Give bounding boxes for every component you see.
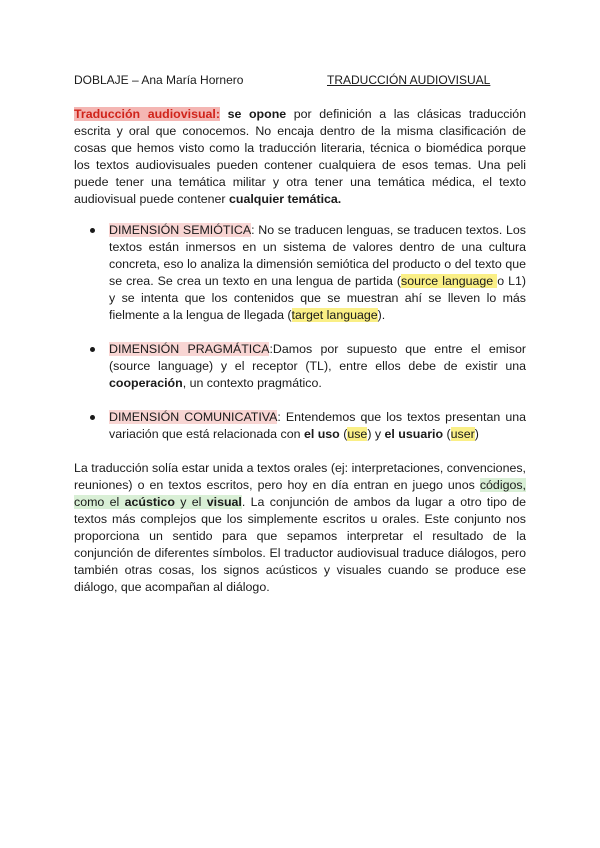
bold-acustico: acústico	[124, 495, 175, 509]
closing-green-text: y el	[174, 495, 207, 509]
intro-bold-2: cualquier temática.	[229, 192, 342, 206]
closing-paragraph	[74, 460, 526, 596]
highlight-use: use	[347, 427, 368, 441]
term-comunicativa: DIMENSIÓN COMUNICATIVA	[109, 410, 278, 424]
list-text: )	[474, 427, 479, 441]
bold-el-usuario: el usuario	[384, 427, 444, 441]
bold-el-uso: el uso	[303, 427, 340, 441]
header-title: TRADUCCIÓN AUDIOVISUAL	[327, 73, 491, 87]
closing-green-text: códigos, como el	[74, 478, 526, 509]
highlight-source-language: source language	[401, 274, 498, 288]
list-item-comunicativa	[90, 409, 526, 443]
highlight-target-language: target language	[291, 308, 378, 322]
term-semiotica: DIMENSIÓN SEMIÓTICA	[109, 223, 252, 237]
highlight-user: user	[450, 427, 475, 441]
list-text: : No se traducen lenguas, se traducen textos. Los textos están inmersos en un sistema de valores dentro de una cultura concreta, eso lo analiza la dimensión semiótica del producto o del texto que se crea. Se crea un texto en una lengua de partida (	[109, 223, 526, 288]
list-text: o L1) y se intenta que los contenidos que se muestran ahí se lleven lo más fielmente a la lengua de llegada (	[109, 274, 526, 322]
bold-visual: visual	[206, 495, 242, 509]
list-item-pragmatica	[90, 341, 526, 392]
intro-term: Traducción audiovisual:	[74, 107, 220, 121]
bullet-icon	[90, 347, 95, 352]
list-text: ).	[377, 308, 386, 322]
header-author: DOBLAJE – Ana María Hornero	[74, 73, 244, 87]
list-item-semiotica	[90, 222, 526, 324]
bullet-icon	[90, 415, 95, 420]
intro-bold-1: se opone	[227, 107, 287, 121]
dimensions-list	[90, 222, 526, 443]
intro-paragraph	[74, 106, 526, 208]
term-pragmatica: DIMENSIÓN PRAGMÁTICA	[109, 342, 270, 356]
list-text: ) y	[367, 427, 385, 441]
list-text: :Damos por supuesto que entre el emisor (source language) y el receptor (TL), entre ellos debe de existir una	[109, 342, 526, 373]
list-text: (	[339, 427, 348, 441]
closing-text: . La conjunción de ambos da lugar a otro tipo de textos más complejos que los simplemente escritos u orales. Este conjunto nos proporciona un sentido para que sepamos interpretar el resultado de la conjunción de diferentes símbolos. El traductor audiovisual traduce diálogos, pero también otras cosas, los signos acústicos y visuales cuando se produce ese diálogo, que acompañan al diálogo.	[74, 495, 527, 594]
bold-cooperacion: cooperación	[109, 376, 183, 390]
intro-text: por definición a las clásicas traducción escrita y oral que conocemos. No encaja dentro de la misma clasificación de cosas que hemos visto como la traducción literaria, técnica o biomédica porque los textos audiovisuales pueden contener cualquiera de esos temas. Una peli puede tener una temática militar y otra tener una temática médica, el texto audiovisual puede contener	[74, 107, 527, 206]
bullet-icon	[90, 228, 95, 233]
list-text: : Entendemos que los textos presentan una variación que está relacionada con	[109, 410, 526, 441]
list-text: , un contexto pragmático.	[182, 376, 322, 390]
list-text: (	[443, 427, 451, 441]
closing-text: La traducción solía estar unida a textos orales (ej: interpretaciones, convenciones, reuniones) o en textos escritos, pero hoy en día entran en juego unos	[74, 461, 526, 492]
